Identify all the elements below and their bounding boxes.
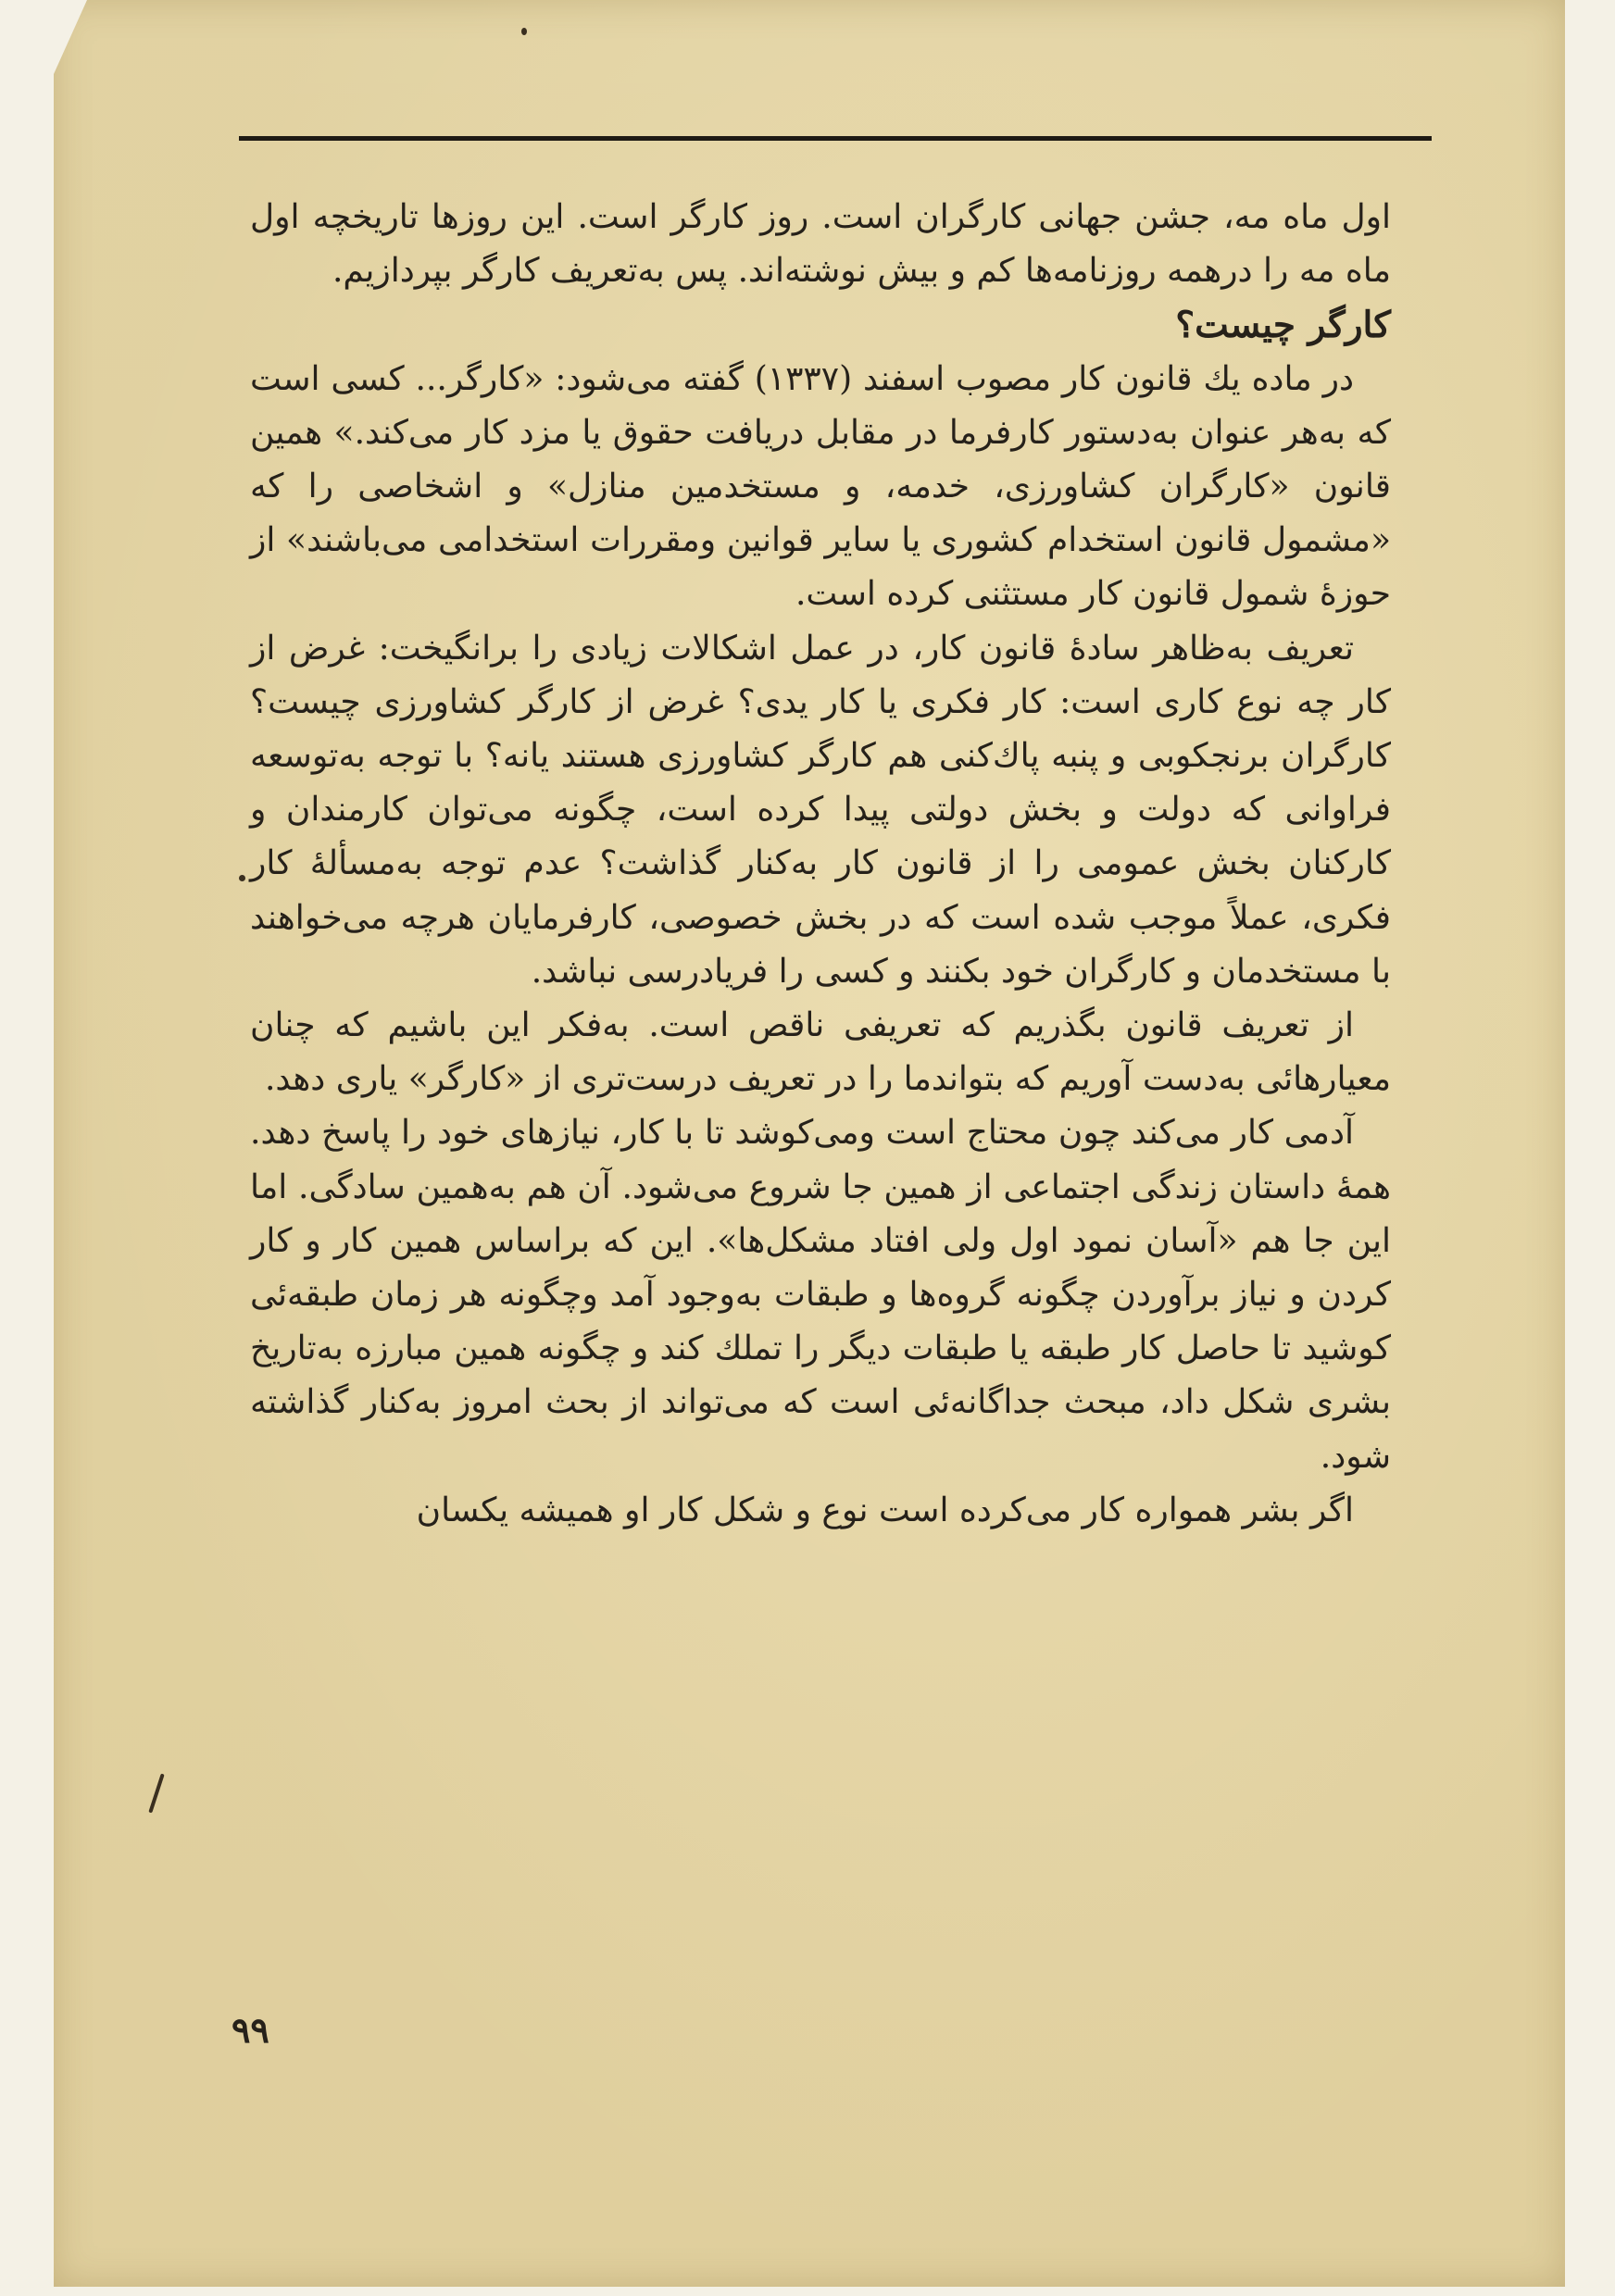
body-text	[250, 191, 1391, 1538]
paragraph-3: تعریف به‌ظاهر سادهٔ قانون کار، در عمل اشکالات زیادی را برانگیخت: غرض از کار چه نوع کاری است: کار فکری یا کار یدی؟ غرض از کارگر کشاورزی چیست؟ کارگران برنجکوبی و پنبه پاك‌کنی هم کارگر کشاورزی هستند یانه؟ با توجه به‌توسعه فراوانی که دولت و بخش دولتی پیدا کرده است، چگونه می‌توان کارمندان و کارکنان بخش عمومی را از قانون کار به‌کنار گذاشت؟ عدم توجه به‌مسألهٔ کار فکری، عملاً موجب شده است که در بخش خصوصی، کارفرمایان هرچه می‌خواهند با مستخدمان و کارگران خود بکنند و کسی را فریادرسی نباشد.	[250, 629, 1391, 991]
folded-corner	[54, 0, 87, 74]
paragraph-4: از تعریف قانون بگذریم که تعریفی ناقص است. به‌فکر این باشیم که چنان معیارهائی به‌دست آوریم که بتواندما را در تعریف درست‌تری از «کارگر» یاری دهد.	[250, 1006, 1391, 1099]
paragraph-6: اگر بشر همواره کار می‌کرده است نوع و شکل کار او همیشه یکسان	[416, 1491, 1354, 1529]
paragraph-5: آدمی کار می‌کند چون محتاج است ومی‌کوشد تا با کار، نیازهای خود را پاسخ دهد. همهٔ داستان زندگی اجتماعی از همین جا شروع می‌شود. آن هم به‌همین سادگی. اما این جا هم «آسان نمود اول ولی افتاد مشکل‌ها». این که براساس همین کار و کار کردن و نیاز برآوردن چگونه گروه‌ها و طبقات به‌وجود آمد وچگونه هر زمان طبقه‌ئی کوشید تا حاصل کار طبقه یا طبقات دیگر را تملك کند و چگونه همین مبارزه به‌تاریخ بشری شکل داد، مبحث جداگانه‌ئی است که می‌تواند از بحث امروز به‌کنار گذاشته شود.	[250, 1114, 1391, 1476]
paragraph-1: اول ماه مه، جشن جهانی کارگران است. روز کارگر است. این روزها تاریخچه اول ماه مه را درهمه روزنامه‌ها کم و بیش نوشته‌اند. پس به‌تعریف کارگر بپردازیم.	[250, 198, 1391, 291]
paragraph-2: در ماده یك قانون کار مصوب اسفند (۱۳۳۷) گفته می‌شود: «کارگر... کسی است که به‌هر عنوان به‌دستور کارفرما در مقابل دریافت حقوق یا مزد کار می‌کند.» همین قانون «کارگران کشاورزی، خدمه، و مستخدمین منازل» و اشخاصی را که «مشمول قانون استخدام کشوری یا سایر قوانین ومقررات استخدامی می‌باشند» از حوزهٔ شمول قانون کار مستثنی کرده است.	[250, 359, 1391, 614]
header-rule	[239, 136, 1432, 141]
ink-speck	[521, 28, 527, 35]
ink-speck	[239, 875, 245, 881]
page-number: ۹۹	[232, 2009, 269, 2051]
section-heading: کارگر چیست؟	[1175, 304, 1391, 347]
